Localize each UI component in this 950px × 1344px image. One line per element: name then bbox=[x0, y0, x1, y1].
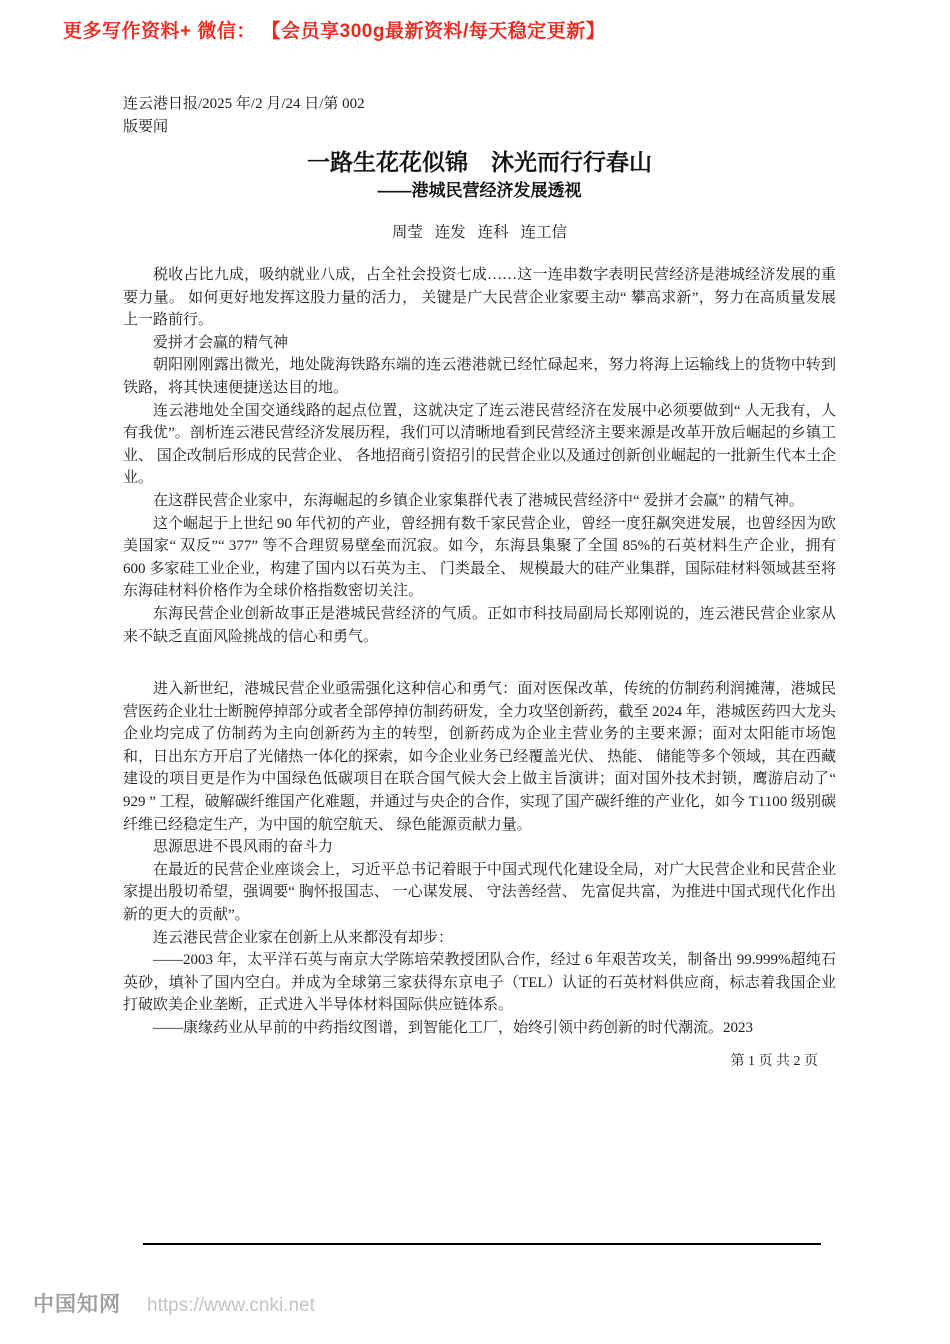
article-authors: 周莹 连发 连科 连工信 bbox=[391, 224, 568, 241]
article-title: 一路生花花似锦 沐光而行行春山 bbox=[307, 149, 652, 175]
article-paragraph: 朝阳刚刚露出微光，地处陇海铁路东端的连云港港就已经忙碌起来，努力将海上运输线上的货物中转到铁路，将其快速便捷送达目的地。 bbox=[123, 357, 836, 396]
article-paragraph: 进入新世纪，港城民营企业亟需强化这种信心和勇气：面对医保改革，传统的仿制药利润摊薄，港城民营医药企业壮士断腕停掉部分或者全部停掉仿制药研发，全力攻坚创新药，截至 2024 年，港城医药四大龙头企业均完成了仿制药为主向创新药为主的转型，创新药成为企业主营业务的主要来源；面对太阳能市场饱和，日出东方开启了光储热一体化的探索，如今企业业务已经覆盖光伏、 热能、 储能等多个领域，其在西藏建设的项目更是作为中国绿色低碳项目在联合国气候大会上做主旨演讲；面对国外技术封锁，鹰游启动了“ 929 ” 工程，破解碳纤维国产化难题，并通过与央企的合作，实现了国产碳纤维的产业化，如今 T1100 级别碳纤维已经稳定生产，为中国的航空航天、 绿色能源贡献力量。 bbox=[123, 681, 836, 833]
article-paragraph: 连云港民营企业家在创新上从来都没有却步： bbox=[153, 929, 454, 946]
source-info bbox=[123, 93, 836, 139]
article-paragraph: ——康缘药业从早前的中药指纹图谱，到智能化工厂，始终引领中药创新的时代潮流。2023 bbox=[153, 1020, 754, 1036]
cnki-url: https://www.cnki.net bbox=[147, 1295, 315, 1316]
article-paragraph: 在最近的民营企业座谈会上，习近平总书记着眼于中国式现代化建设全局，对广大民营企业和民营企业家提出殷切希望，强调要“ 胸怀报国志、 一心谋发展、 守法善经营、 先富促共富，为推进中国式现代化作出新的更大的贡献”。 bbox=[123, 861, 836, 924]
watermark bbox=[33, 1288, 315, 1318]
article-paragraph: 连云港地处全国交通线路的起点位置，这就决定了连云港民营经济在发展中必须要做到“ 人无我有，人有我优”。剖析连云港民营经济发展历程，我们可以清晰地看到民营经济主要来源是改革开放后崛起的乡镇工业、 国企改制后形成的民营企业、 各地招商引资招引的民营企业以及通过创新创业崛起的一批新生代本土企业。 bbox=[123, 402, 836, 487]
cnki-logo: 中国知网 bbox=[33, 1293, 121, 1316]
article-paragraph: 爱拼才会赢的精气神 bbox=[153, 334, 289, 351]
page-indicator: 第 1 页 共 2 页 bbox=[730, 1053, 818, 1069]
source-line-1: 连云港日报/2025 年/2 月/24 日/第 002 bbox=[123, 96, 365, 112]
article-paragraph: 在这群民营企业家中，东海崛起的乡镇企业家集群代表了港城民营经济中“ 爱拼才会赢” 的精气神。 bbox=[153, 492, 804, 509]
article-subtitle: ——港城民营经济发展透视 bbox=[377, 181, 582, 200]
paragraph-spacer bbox=[123, 648, 836, 678]
article-paragraph: 税收占比九成，吸纳就业八成，占全社会投资七成……这一连串数字表明民营经济是港城经济发展的重要力量。 如何更好地发挥这股力量的活力， 关键是广大民营企业家要主动“ 攀高求新”，努力在高质量发展上一路前行。 bbox=[123, 267, 836, 329]
article-paragraph: 东海民营企业创新故事正是港城民营经济的气质。正如市科技局副局长郑刚说的，连云港民营企业家从来不缺乏直面风险挑战的信心和勇气。 bbox=[123, 605, 836, 645]
promo-banner: 更多写作资料+ 微信： 【会员享300g最新资料/每天稳定更新】 bbox=[63, 21, 606, 42]
article-body bbox=[123, 264, 836, 1040]
article-paragraph: 这个崛起于上世纪 90 年代初的产业，曾经拥有数千家民营企业，曾经一度狂飙突进发展，也曾经因为欧美国家“ 双反”“ 377” 等不合理贸易壁垒而沉寂。如今，东海县集聚了全国 85%的石英材料生产企业，拥有 600 多家硅工业企业，构建了国内以石英为主、 门类最全、 规模最大的硅产业集群，国际硅材料领域甚至将东海硅材料价格作为全球价格指数密切关注。 bbox=[123, 515, 836, 600]
article-paragraph: 思源思进不畏风雨的奋斗力 bbox=[153, 839, 334, 856]
page-divider bbox=[143, 1243, 821, 1245]
article-paragraph: ——2003 年，太平洋石英与南京大学陈培荣教授团队合作，经过 6 年艰苦攻关，制备出 99.999%超纯石英砂，填补了国内空白。并成为全球第三家获得东京电子（TEL）认证的石英材料供应商，标志着我国企业打破欧美企业垄断，正式进入半导体材料国际供应链体系。 bbox=[123, 952, 836, 1014]
source-line-2: 版要闻 bbox=[123, 119, 169, 135]
article-content bbox=[123, 0, 836, 1072]
